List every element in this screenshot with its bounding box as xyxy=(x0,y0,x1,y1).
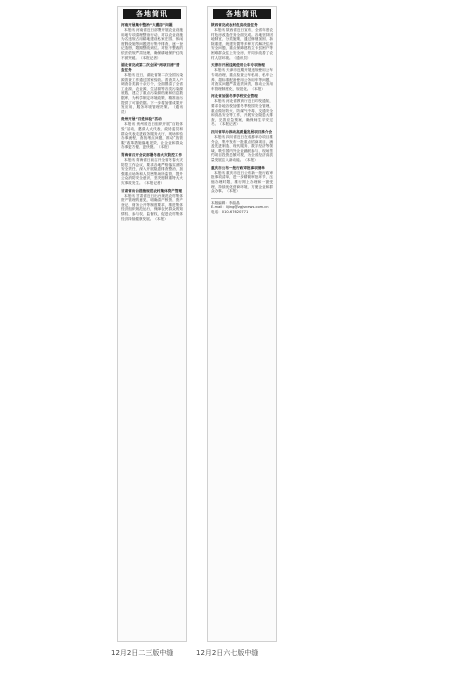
news-body: 本报讯 贵州省近日组织开展“百姓体验”活动，邀请人大代表、政协委员和群众代表走进政务服务大厅，现场体验办事流程，查找堵点问题，推动“放管服”改革措施落地见效，让企业和群众办事更方便、更快捷。（本报） xyxy=(121,122,184,150)
column-caption-right: 12月2日六七版中缝 xyxy=(196,649,259,657)
news-body: 本报讯 甘肃省近日出台规范农村集体资产管理的意见，明确清产核资、资产登记、财务公开等制度要求，推进集体经济组织规范运行，保障农民群众的知情权、参与权、监督权，促进农村集体经济持续健康发展。（本报） xyxy=(121,193,183,221)
news-headline: 河北省加强冬季学校安全管理 xyxy=(211,94,258,99)
newsletter-column-left xyxy=(117,6,187,642)
news-body: 本报讯 天津市近期开展违规使用公车专项治理，重点检查公车私用、私车公养、超标准配备使用公务用车等问题，对查实问题严肃追责问责，推动公务用车管理制度化、规范化。（本报） xyxy=(211,68,273,91)
news-headline: 重庆市公布一批行政审批事项清单 xyxy=(211,165,265,170)
news-item xyxy=(121,117,183,150)
column-banner: 各地简讯 xyxy=(213,9,271,19)
news-item xyxy=(121,189,183,222)
news-headline: 河南开展集中整治“大棚房”问题 xyxy=(121,23,173,27)
column-banner: 各地简讯 xyxy=(123,9,181,19)
news-body: 本报讯 重庆市近日公布新一批行政审批事项清单，进一步精简审批环节，压缩办理时限，推行网上办理和一窗受理，持续优化营商环境，方便企业和群众办事。（本报） xyxy=(211,170,273,194)
news-body: 本报讯 陕西省近日宣布，全省年度农村危房改造任务全面完成。各地坚持因地制宜、分类施策，通过修缮加固、拆除重建、统建安置等多种方式解决住房安全问题，重点保障建档立卡贫困户等困难群众住上安全房，并同步改善了农村人居环境。（通讯员） xyxy=(211,28,273,60)
column-caption-left: 12月2日二三版中缝 xyxy=(111,649,174,657)
news-headline: 天津市开展违规使用公车专项治理 xyxy=(211,63,265,68)
news-headline: 陕西省完成农村危房改造任务 xyxy=(211,23,258,27)
news-item xyxy=(211,23,273,60)
editor-email: E-mail：lijing@zgjsnews.com.cn xyxy=(211,205,269,210)
news-headline: 四川省举办推动高质量发展项目推介会 xyxy=(211,129,273,134)
editor-phone: 电话：010-67620771 xyxy=(211,210,249,215)
news-body: 本报讯 青海省日前召开全省冬春火灾防控工作会议，要求各地严格落实消防安全责任，深入开展隐患排查整治，加强重点场所和人员密集场所监管，提升公众消防安全意识，坚决遏制重特大火灾事故发生。（本报记者） xyxy=(121,158,183,185)
news-headline: 甘肃省出台措施规范农村集体资产管理 xyxy=(121,188,183,193)
news-item xyxy=(211,166,273,194)
news-item xyxy=(121,63,183,114)
news-headline: 湖北省完成第二次全国“两项目清”普查任务 xyxy=(121,63,180,72)
newsletter-column-right xyxy=(207,6,277,642)
news-item xyxy=(121,23,183,60)
editor-name: 本版编辑：李晶晶 xyxy=(211,200,240,205)
news-headline: 贵州开展“百姓体验”活动 xyxy=(121,117,162,122)
news-body: 本报讯 河南省近日部署开展农业设施用地专项清理整治行动，对以农业设施为名违规占用耕地建设私家庄园、休闲度假设施等问题进行集中排查，逐一登记造册，限期整改到位。对拒不整改的依法依规严肃处理，确保耕地保护红线不被突破。（本报记者） xyxy=(121,28,183,60)
news-item xyxy=(121,153,183,186)
news-item xyxy=(211,130,273,163)
news-item xyxy=(211,63,273,91)
news-body: 本报讯 近日，湖北省第二次全国污染源普查工作通过国家验收。普查共入户调查各类源十余万个，全面摸清了全省工业源、农业源、生活源等各类污染源底数，建立了重点污染源档案和信息数据库，为科学制定环境政策、精准治污提供了可靠依据。下一步将加强成果开发应用，服务环境管理决策。（通讯员） xyxy=(121,72,183,114)
editor-contact xyxy=(211,198,273,215)
news-item xyxy=(211,94,273,127)
news-body: 本报讯 四川省近日在成都举办项目推介会，集中发布一批重点招商项目，涵盖先进制造、现代服务、数字经济等领域，吸引国内外企业踊跃参与，现场签约项目投资总额可观，为全省经济高质量发展注入新动能。（本报） xyxy=(211,135,273,163)
news-headline: 青海省召开会议部署冬春火灾防控工作 xyxy=(121,152,183,157)
news-body: 本报讯 河北省教育厅近日印发通知，要求各地各校加强冬季校园安全管理，重点做好防火、防煤气中毒、交通安全和食品安全等工作，开展安全隐患大排查，完善应急预案，确保师生平安过冬。（本报记者） xyxy=(211,99,273,127)
